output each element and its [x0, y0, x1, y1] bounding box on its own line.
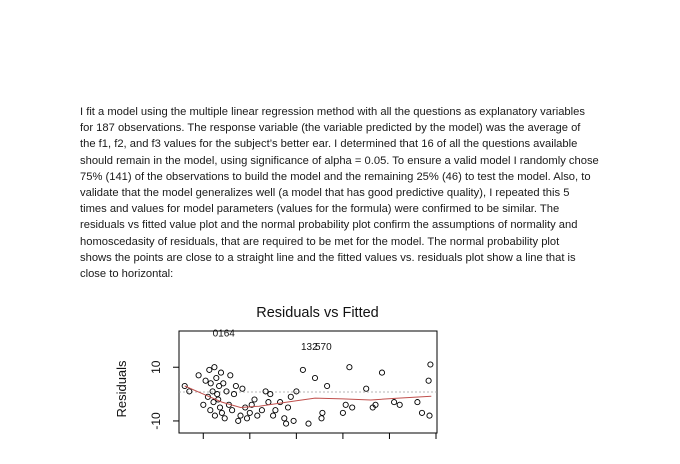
x-axis: [203, 433, 436, 439]
data-point: [415, 400, 420, 405]
data-point: [215, 392, 220, 397]
data-point: [259, 408, 264, 413]
data-point: [231, 392, 236, 397]
data-point: [203, 378, 208, 383]
data-point: [319, 416, 324, 421]
paragraph-line: times and values for model parameters (values for the formula) were confirmed to be similar. The: [80, 203, 560, 216]
data-point: [364, 386, 369, 391]
data-point: [212, 413, 217, 418]
data-point: [228, 373, 233, 378]
point-label: 132: [301, 341, 318, 353]
data-point: [343, 402, 348, 407]
data-point: [428, 362, 433, 367]
data-point: [294, 389, 299, 394]
paragraph-line: the f1, f2, and f3 values for the subject’s better ear. I determined that 16 of all the questions available: [80, 138, 578, 151]
paragraph-line: validate that the model generalizes well (a model that has good predictive quality), I repeated this 5: [80, 187, 570, 200]
data-point: [426, 378, 431, 383]
point-labels: [213, 328, 333, 352]
data-point: [247, 410, 252, 415]
paragraph-line: homoscedasity of residuals, that are required to be met for the model. The normal probability plot: [80, 235, 560, 248]
data-point: [300, 367, 305, 372]
paragraph-line: shows the points are close to a straight line and the fitted values vs. residuals plot show a line that is: [80, 251, 576, 264]
data-point: [255, 413, 260, 418]
data-point: [233, 383, 238, 388]
data-point: [291, 418, 296, 423]
data-point: [222, 416, 227, 421]
data-point: [230, 408, 235, 413]
paragraph-line: residuals vs fitted value plot and the normal probability plot confirm the assumptions of normality and: [80, 219, 578, 232]
point-label: 570: [315, 341, 332, 353]
data-point: [217, 405, 222, 410]
data-point: [221, 381, 226, 386]
data-point: [236, 418, 241, 423]
data-point: [320, 410, 325, 415]
y-tick-label: -10: [149, 412, 163, 430]
residuals-vs-fitted-figure: [100, 325, 460, 464]
data-point: [218, 370, 223, 375]
data-point: [214, 375, 219, 380]
data-point: [379, 370, 384, 375]
data-point: [238, 413, 243, 418]
data-point: [208, 408, 213, 413]
data-point: [252, 397, 257, 402]
y-axis: [149, 360, 179, 429]
paragraph-line: I fit a model using the multiple linear regression method with all the questions as explanatory variables: [80, 106, 585, 118]
data-point: [212, 365, 217, 370]
y-tick-label: 10: [149, 360, 163, 374]
data-point: [312, 375, 317, 380]
data-point: [219, 410, 224, 415]
data-point: [350, 405, 355, 410]
data-point: [392, 400, 397, 405]
data-point: [397, 402, 402, 407]
point-label: 0164: [212, 328, 235, 340]
plot-title: Residuals vs Fitted: [256, 305, 379, 321]
data-point: [196, 373, 201, 378]
data-point: [347, 365, 352, 370]
paragraph-line: should remain in the model, using significance of alpha = 0.05. To ensure a valid model I randomly chose: [80, 154, 599, 167]
data-point: [224, 389, 229, 394]
y-axis-label: Residuals: [114, 360, 129, 418]
data-point: [284, 421, 289, 426]
residuals-plot: [100, 325, 460, 459]
data-point: [419, 410, 424, 415]
data-point: [340, 410, 345, 415]
data-point: [268, 392, 273, 397]
body-paragraph: [80, 104, 610, 282]
data-point: [306, 421, 311, 426]
paragraph-line: close to horizontal:: [80, 268, 174, 281]
data-point: [201, 402, 206, 407]
data-point: [288, 394, 293, 399]
data-point: [208, 381, 213, 386]
data-point: [271, 413, 276, 418]
data-point: [273, 408, 278, 413]
data-point: [285, 405, 290, 410]
paragraph-line: 75% (141) of the observations to build the model and the remaining 25% (46) to test the model. Also, to: [80, 170, 591, 183]
data-point: [187, 389, 192, 394]
paragraph-line: for 187 observations. The response variable (the variable predicted by the model) was the average of: [80, 122, 581, 135]
data-point: [207, 367, 212, 372]
data-point: [325, 383, 330, 388]
data-points: [182, 362, 433, 426]
data-point: [266, 400, 271, 405]
data-point: [244, 416, 249, 421]
data-point: [282, 416, 287, 421]
data-point: [427, 413, 432, 418]
data-point: [240, 386, 245, 391]
